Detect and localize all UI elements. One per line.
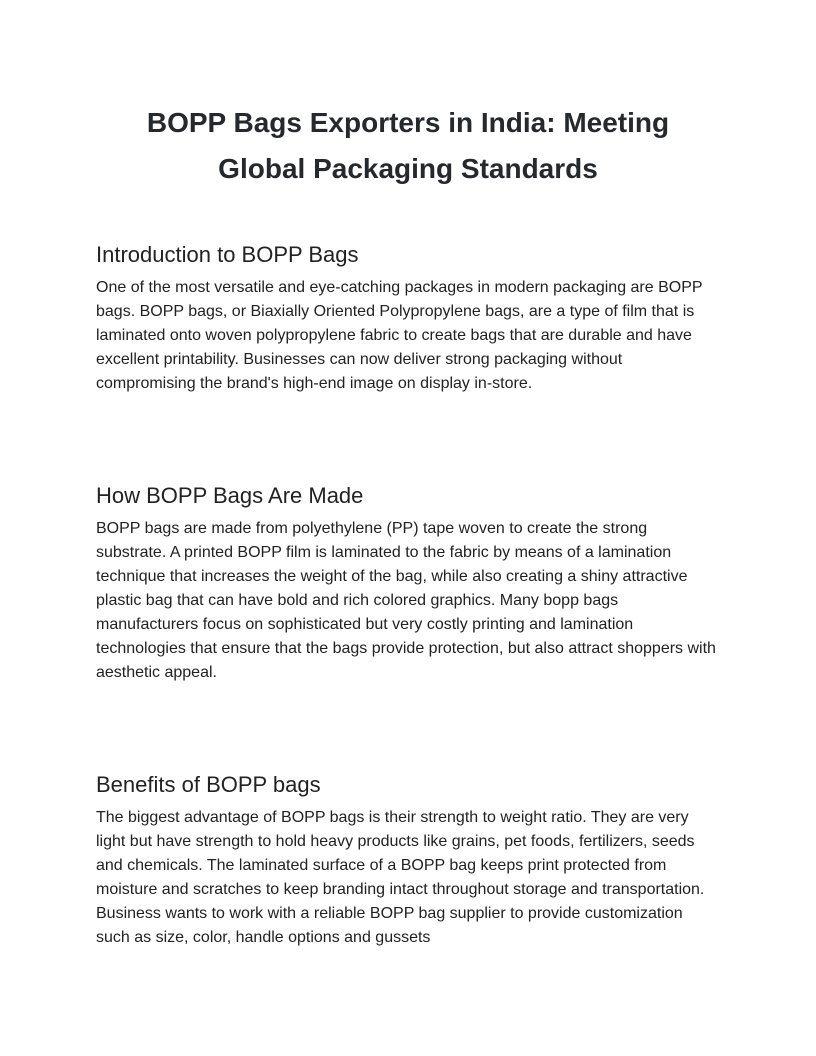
section-paragraph: The biggest advantage of BOPP bags is their strength to weight ratio. They are very light but have strength to hold heavy products like grains, pet foods, fertilizers, seeds and chemicals. The laminated surface of a BOPP bag keeps print protected from moisture and scratches to keep branding intact throughout storage and transportation. Business wants to work with a reliable BOPP bag supplier to provide customization such as size, color, handle options and gussets bbox=[96, 809, 705, 946]
section-how-made bbox=[96, 481, 720, 685]
section-introduction bbox=[96, 240, 720, 396]
section-paragraph: One of the most versatile and eye-catching packages in modern packaging are BOPP bags. BOPP bags, or Biaxially Oriented Polypropylene bags, are a type of film that is laminated onto woven polypropylene fabric to create bags that are durable and have excellent printability. Businesses can now deliver strong packaging without compromising the brand's high-end image on display in-store. bbox=[96, 279, 703, 392]
section-heading: How BOPP Bags Are Made bbox=[96, 483, 364, 508]
title-line-2: Global Packaging Standards bbox=[218, 153, 598, 184]
title-line-1: BOPP Bags Exporters in India: Meeting bbox=[146, 107, 670, 138]
document-title bbox=[96, 100, 720, 192]
section-paragraph: BOPP bags are made from polyethylene (PP) tape woven to create the strong substrate. A printed BOPP film is laminated to the fabric by means of a lamination technique that increases the weight of the bag, while also creating a shiny attractive plastic bag that can have bold and rich colored graphics. Many bopp bags manufacturers focus on sophisticated but very costly printing and lamination technologies that ensure that the bags provide protection, but also attract shoppers with aesthetic appeal. bbox=[96, 520, 716, 681]
section-heading: Benefits of BOPP bags bbox=[96, 772, 321, 797]
section-heading: Introduction to BOPP Bags bbox=[96, 242, 359, 267]
document-page bbox=[96, 100, 720, 946]
section-benefits bbox=[96, 770, 720, 950]
